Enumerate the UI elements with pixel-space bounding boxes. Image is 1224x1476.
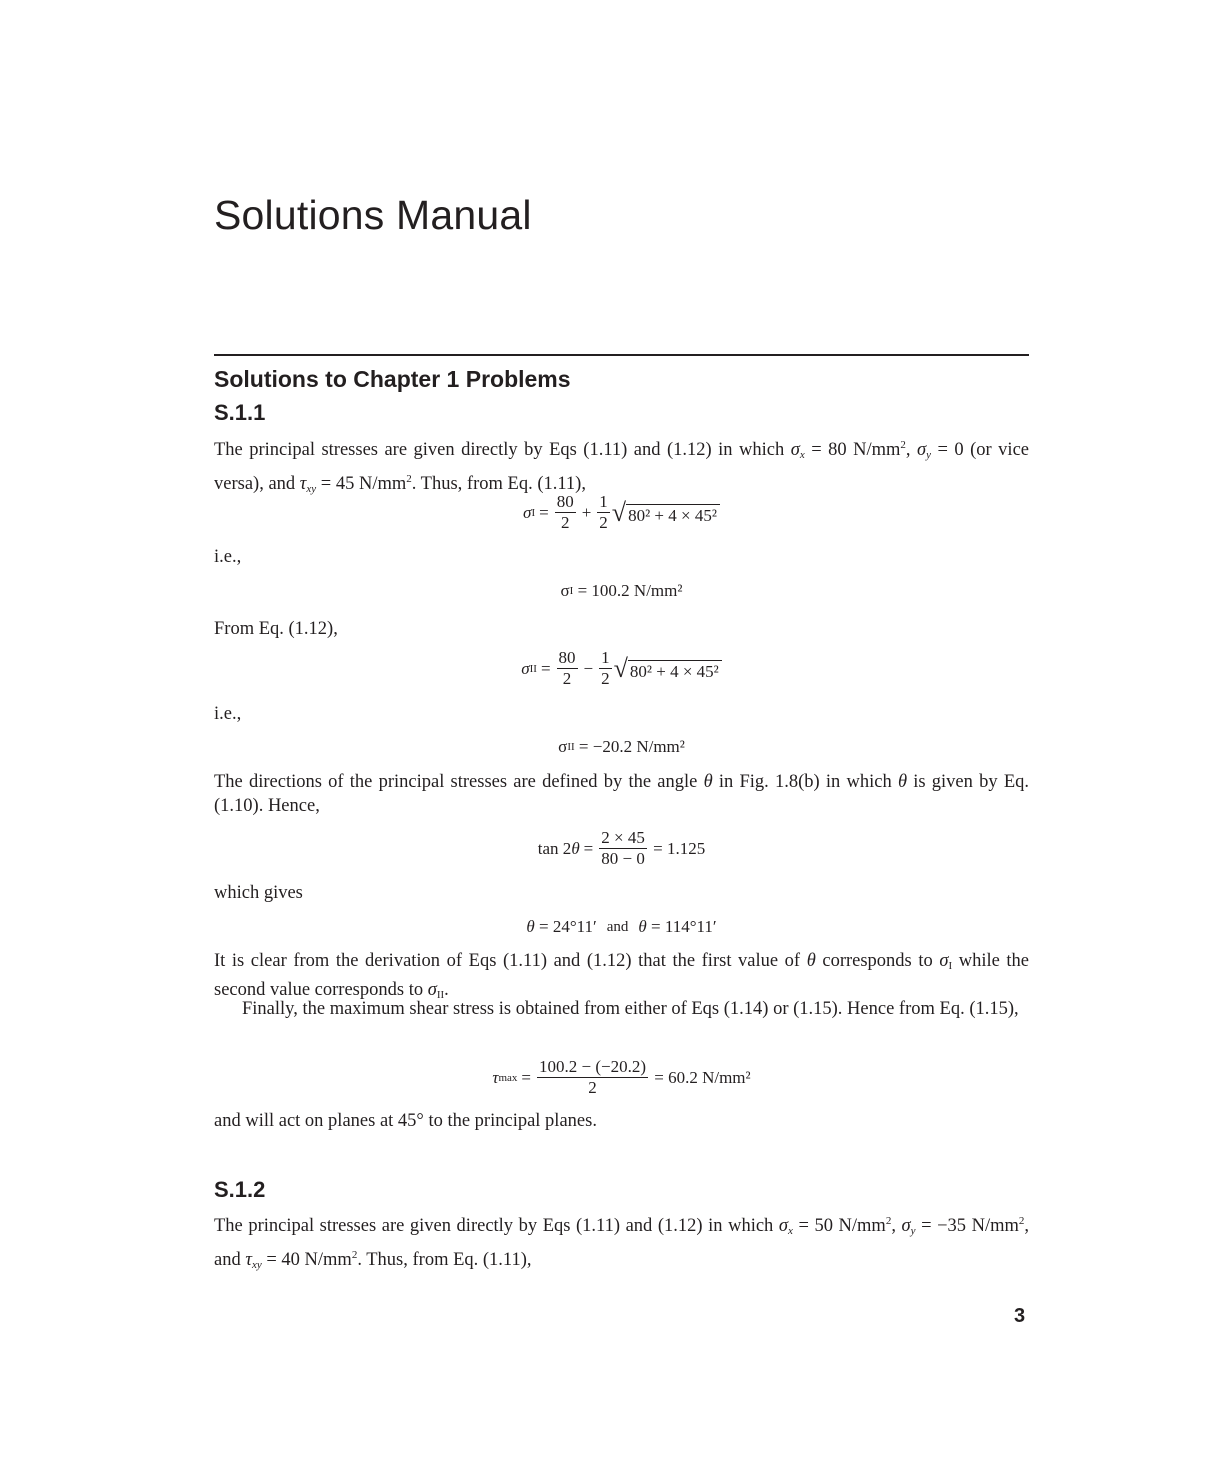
page-title: Solutions Manual xyxy=(214,192,532,238)
paragraph-principal-directions: The directions of the principal stresses are defined by the angle θ in Fig. 1.8(b) in which θ is given by Eq. (1.10). Hence, xyxy=(214,772,1029,816)
fraction: $\frac{100.2 - (-20.2)}{2}$ xyxy=(539,1057,646,1097)
paragraph-theta-correspondence: It is clear from the derivation of Eqs (1.11) and (1.12) that the first value of θ corresponds to $\sigma_I$ while the second value corresponds to $\sigma_{II}$. xyxy=(214,951,1029,1001)
square-root: √ 80² + 4 × 45² xyxy=(614,656,722,682)
text-ie-2: i.e., xyxy=(214,704,242,724)
equation-tan-2theta: tan 2 θ = $\frac{2 \times 45}{80 - 0}$ = 1.125 xyxy=(537,828,706,868)
paragraph-s112-intro: The principal stresses are given directly by Eqs (1.11) and (1.12) in which $\sigma_x = 50$ $N/mm^2$, $\sigma_y = -35$ $N/mm^2$, and $\tau_{xy} = 40$ $N/mm^2$. Thus, from Eq. (1.11), xyxy=(214,1215,1030,1271)
fraction: $\frac{2 \times 45}{80 - 0}$ xyxy=(601,828,645,868)
text-which-gives: which gives xyxy=(214,883,303,903)
fraction: $\frac{80}{2}$ xyxy=(558,648,576,688)
equation-sigma-ii-result: σ II = −20.2 N/mm² xyxy=(558,737,685,756)
equation-sigma-i-result: σ I = 100.2 N/mm² xyxy=(560,581,683,600)
fraction: $\frac{1}{2}$ xyxy=(599,492,608,532)
paragraph-s111-intro: The principal stresses are given directly by Eqs (1.11) and (1.12) in which $\sigma_x = 80$ $N/mm^2$, $\sigma_y = 0$ (or vice versa), and $\tau_{xy} = 45$ $N/mm^2$. Thus, from Eq. (1.11), xyxy=(214,439,1029,495)
equation-sigma-i: σ I = $\frac{80}{2}$ + $\frac{1}{2}$ √ 80² + 4 × 45² xyxy=(214,492,1029,533)
equation-sigma-ii: σ II = $\frac{80}{2}$ − $\frac{1}{2}$ √ 80² + 4 × 45² xyxy=(214,648,1029,689)
page-number: 3 xyxy=(1014,1305,1026,1327)
text-ie-1: i.e., xyxy=(214,547,242,567)
equation-theta-values: θ = 24°11′ and θ = 114°11′ xyxy=(526,917,717,936)
fraction: $\frac{80}{2}$ xyxy=(556,492,574,532)
heading-rule xyxy=(214,354,1029,356)
text-principal-planes: and will act on planes at 45° to the principal planes. xyxy=(214,1111,597,1131)
fraction: $\frac{1}{2}$ xyxy=(601,648,610,688)
section-heading-s111: S.1.1 xyxy=(214,400,266,425)
equation-tau-max: τ max = $\frac{100.2 - (-20.2)}{2}$ = 60.2 N/mm² xyxy=(492,1057,751,1097)
paragraph-max-shear: Finally, the maximum shear stress is obtained from either of Eqs (1.14) or (1.15). Hence from Eq. (1.15), xyxy=(242,999,1019,1019)
square-root: √ 80² + 4 × 45² xyxy=(612,500,720,526)
text-from-eq-112: From Eq. (1.12), xyxy=(214,619,338,639)
chapter-heading: Solutions to Chapter 1 Problems xyxy=(214,366,571,392)
section-heading-s112: S.1.2 xyxy=(214,1177,266,1202)
